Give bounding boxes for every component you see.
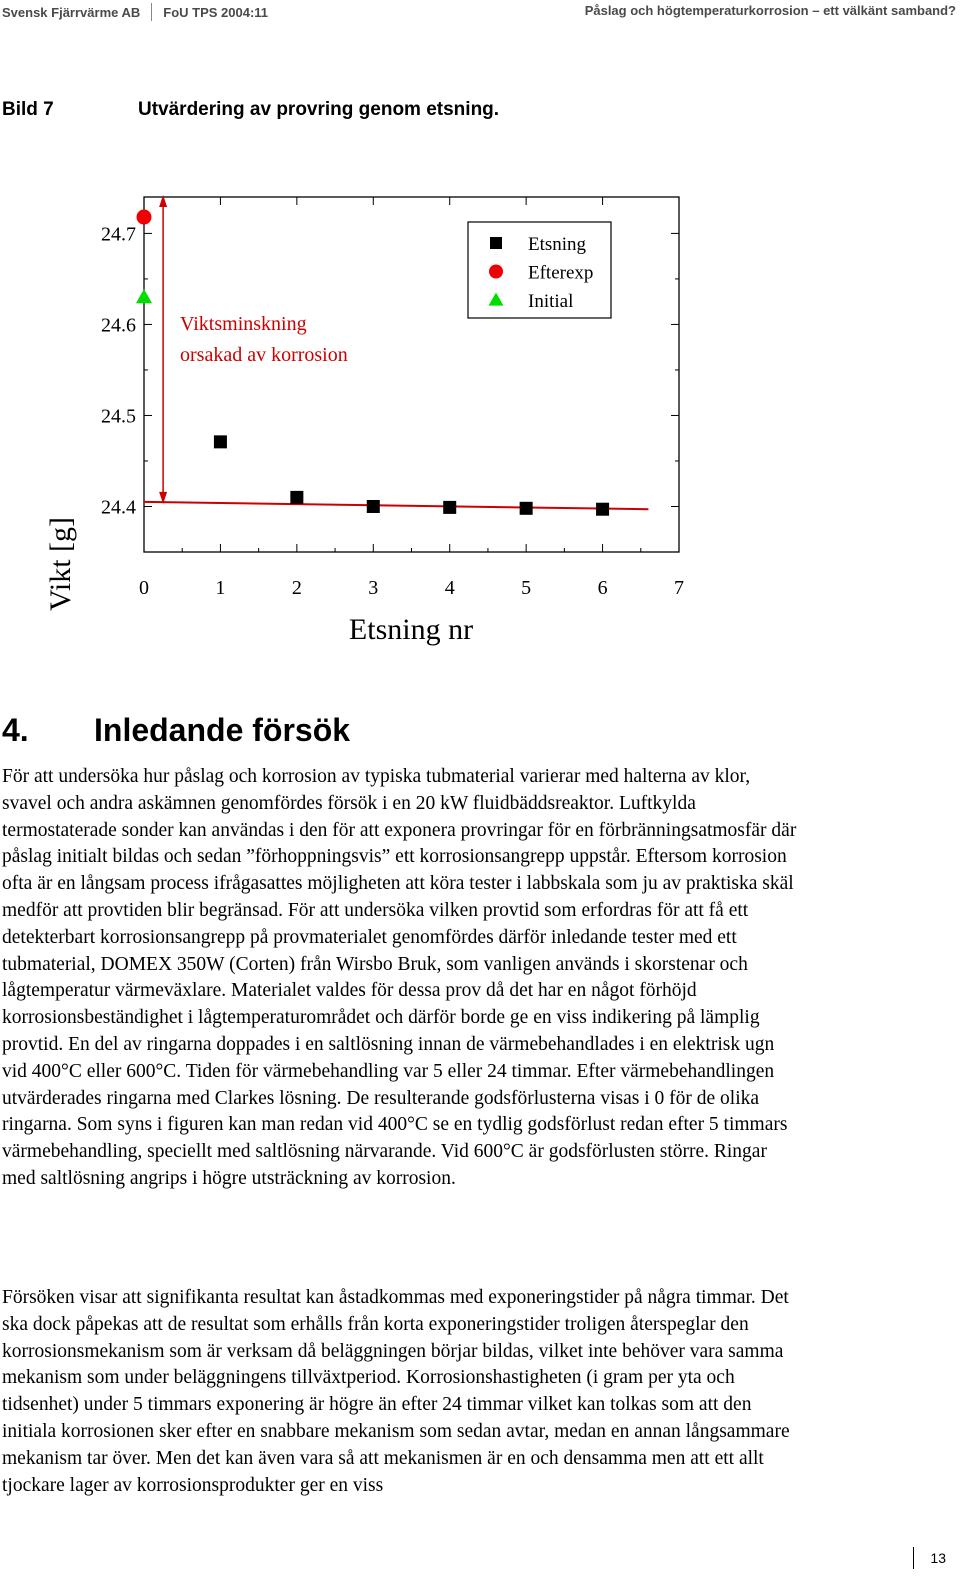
x-tick-label: 1	[215, 577, 226, 599]
data-point-etsning	[443, 501, 456, 514]
section-title: Inledande försök	[94, 712, 351, 748]
trend-line	[144, 502, 648, 509]
x-tick-label: 0	[139, 577, 149, 599]
page-number: 13	[930, 1550, 946, 1566]
header-company: Svensk Fjärrvärme AB	[2, 4, 141, 20]
y-tick-label: 24.5	[101, 405, 136, 428]
header-left	[2, 3, 268, 21]
paragraph-2	[2, 1285, 802, 1499]
legend-marker-etsning	[490, 237, 502, 249]
y-axis-label: Vikt [g]	[44, 516, 77, 612]
x-tick-label: 2	[291, 577, 302, 599]
x-tick-label: 7	[674, 577, 684, 599]
legend-label-initial: Initial	[528, 291, 574, 312]
header-report-number: FoU TPS 2004:11	[163, 4, 269, 20]
x-tick-label: 3	[368, 577, 379, 599]
figure-caption: Utvärdering av provring genom etsning.	[138, 99, 500, 120]
annotation-line-1: Viktsminskning	[180, 313, 307, 335]
section-heading	[2, 712, 350, 749]
chart-plot-layer	[101, 195, 684, 599]
legend-marker-efterexp	[489, 265, 503, 279]
header-document-title: Påslag och högtemperaturkorrosion – ett välkänt samband?	[584, 3, 956, 18]
data-point-etsning	[520, 502, 533, 515]
data-point-etsning	[214, 435, 227, 448]
x-axis-label: Etsning nr	[348, 613, 474, 646]
legend-label-efterexp: Efterexp	[528, 262, 594, 284]
page-footer	[913, 1547, 946, 1569]
data-point-etsning	[290, 491, 303, 504]
y-tick-label: 24.6	[101, 314, 136, 337]
section-number: 4.	[2, 712, 29, 748]
page-header	[0, 0, 960, 24]
legend-label-etsning: Etsning	[528, 234, 587, 255]
data-point-initial	[136, 289, 152, 303]
x-tick-label: 5	[521, 577, 532, 599]
annotation-line-2: orsakad av korrosion	[180, 344, 348, 366]
paragraph-2-text: Försöken visar att signifikanta resultat kan åstadkommas med exponeringstider på några timmar. Det ska dock påpekas att de resultat som erhålls från korta exponeringstider troligen återspeglar den korrosionsmekanism som är verksam då beläggningen börjar bildas, vilket inte behöver vara samma mekanism som under beläggningens tillväxtperiod. Korrosionshastigheten (i gram per yta och tidsenhet) under 5 timmars exponering är högre än efter 24 timmar vilket kan tolkas som att den initiala korrosionen sker efter en snabbare mekanism som sedan avtar, medan en annan långsammare mekanism tar över. Men det kan även vara så att mekanismen är en och densamma men att ett allt tjockare lager av korrosionsprodukter ger en viss	[2, 1287, 790, 1496]
weight-chart	[0, 180, 960, 660]
data-point-efterexp	[137, 210, 152, 225]
paragraph-1	[2, 764, 802, 1193]
figure-label: Bild 7	[2, 99, 54, 120]
x-tick-label: 6	[597, 577, 608, 599]
data-point-etsning	[367, 500, 380, 513]
header-separator	[151, 3, 152, 21]
paragraph-1-text: För att undersöka hur påslag och korrosion av typiska tubmaterial varierar med halterna av klor, svavel och andra askämnen genomfördes försök i en 20 kW fluidbäddsreaktor. Luftkylda termostaterade sonder kan användas i den för att exponera provringar för en förbränningsatmosfär där påslag initialt bildas och sedan ”förhoppningsvis” ett korrosionsangrepp uppstår. Eftersom korrosion ofta är en långsam process ifrågasattes möjligheten att köra tester i labbskala som ju av praktiska skäl medför att provtiden blir begränsad. För att undersöka vilken provtid som erfordras för att få ett detekterbart korrosionsangrepp på provmaterialet genomfördes därför inledande tester med ett tubmaterial, DOMEX 350W (Corten) från Wirsbo Bruk, som vanligen används i skorstenar och lågtemperatur värmeväxlare. Materialet valdes för dessa prov då det har en något förhöjd korrosionsbeständighet i lågtemperaturområdet och därför borde ge en viss indikering på lämplig provtid. En del av ringarna doppades i en saltlösning innan de värmebehandlades i en elektrisk ugn vid 400°C eller 600°C. Tiden för värmebehandling var 5 eller 24 timmar. Efter värmebehandlingen utvärderades ringarna med Clarkes lösning. De resulterande godsförlusterna visas i 0 för de olika ringarna. Som syns i figuren kan man redan vid 400°C se en tydlig godsförlust redan efter 5 timmars värmebehandling, speciellt med saltlösning närvarande. Vid 600°C är godsförlusten större. Ringar med saltlösning angrips i högre utsträckning av korrosion.	[2, 766, 797, 1189]
x-tick-label: 4	[444, 577, 455, 599]
data-point-etsning	[596, 503, 609, 516]
y-tick-label: 24.4	[101, 496, 136, 519]
y-tick-label: 24.7	[101, 223, 136, 246]
